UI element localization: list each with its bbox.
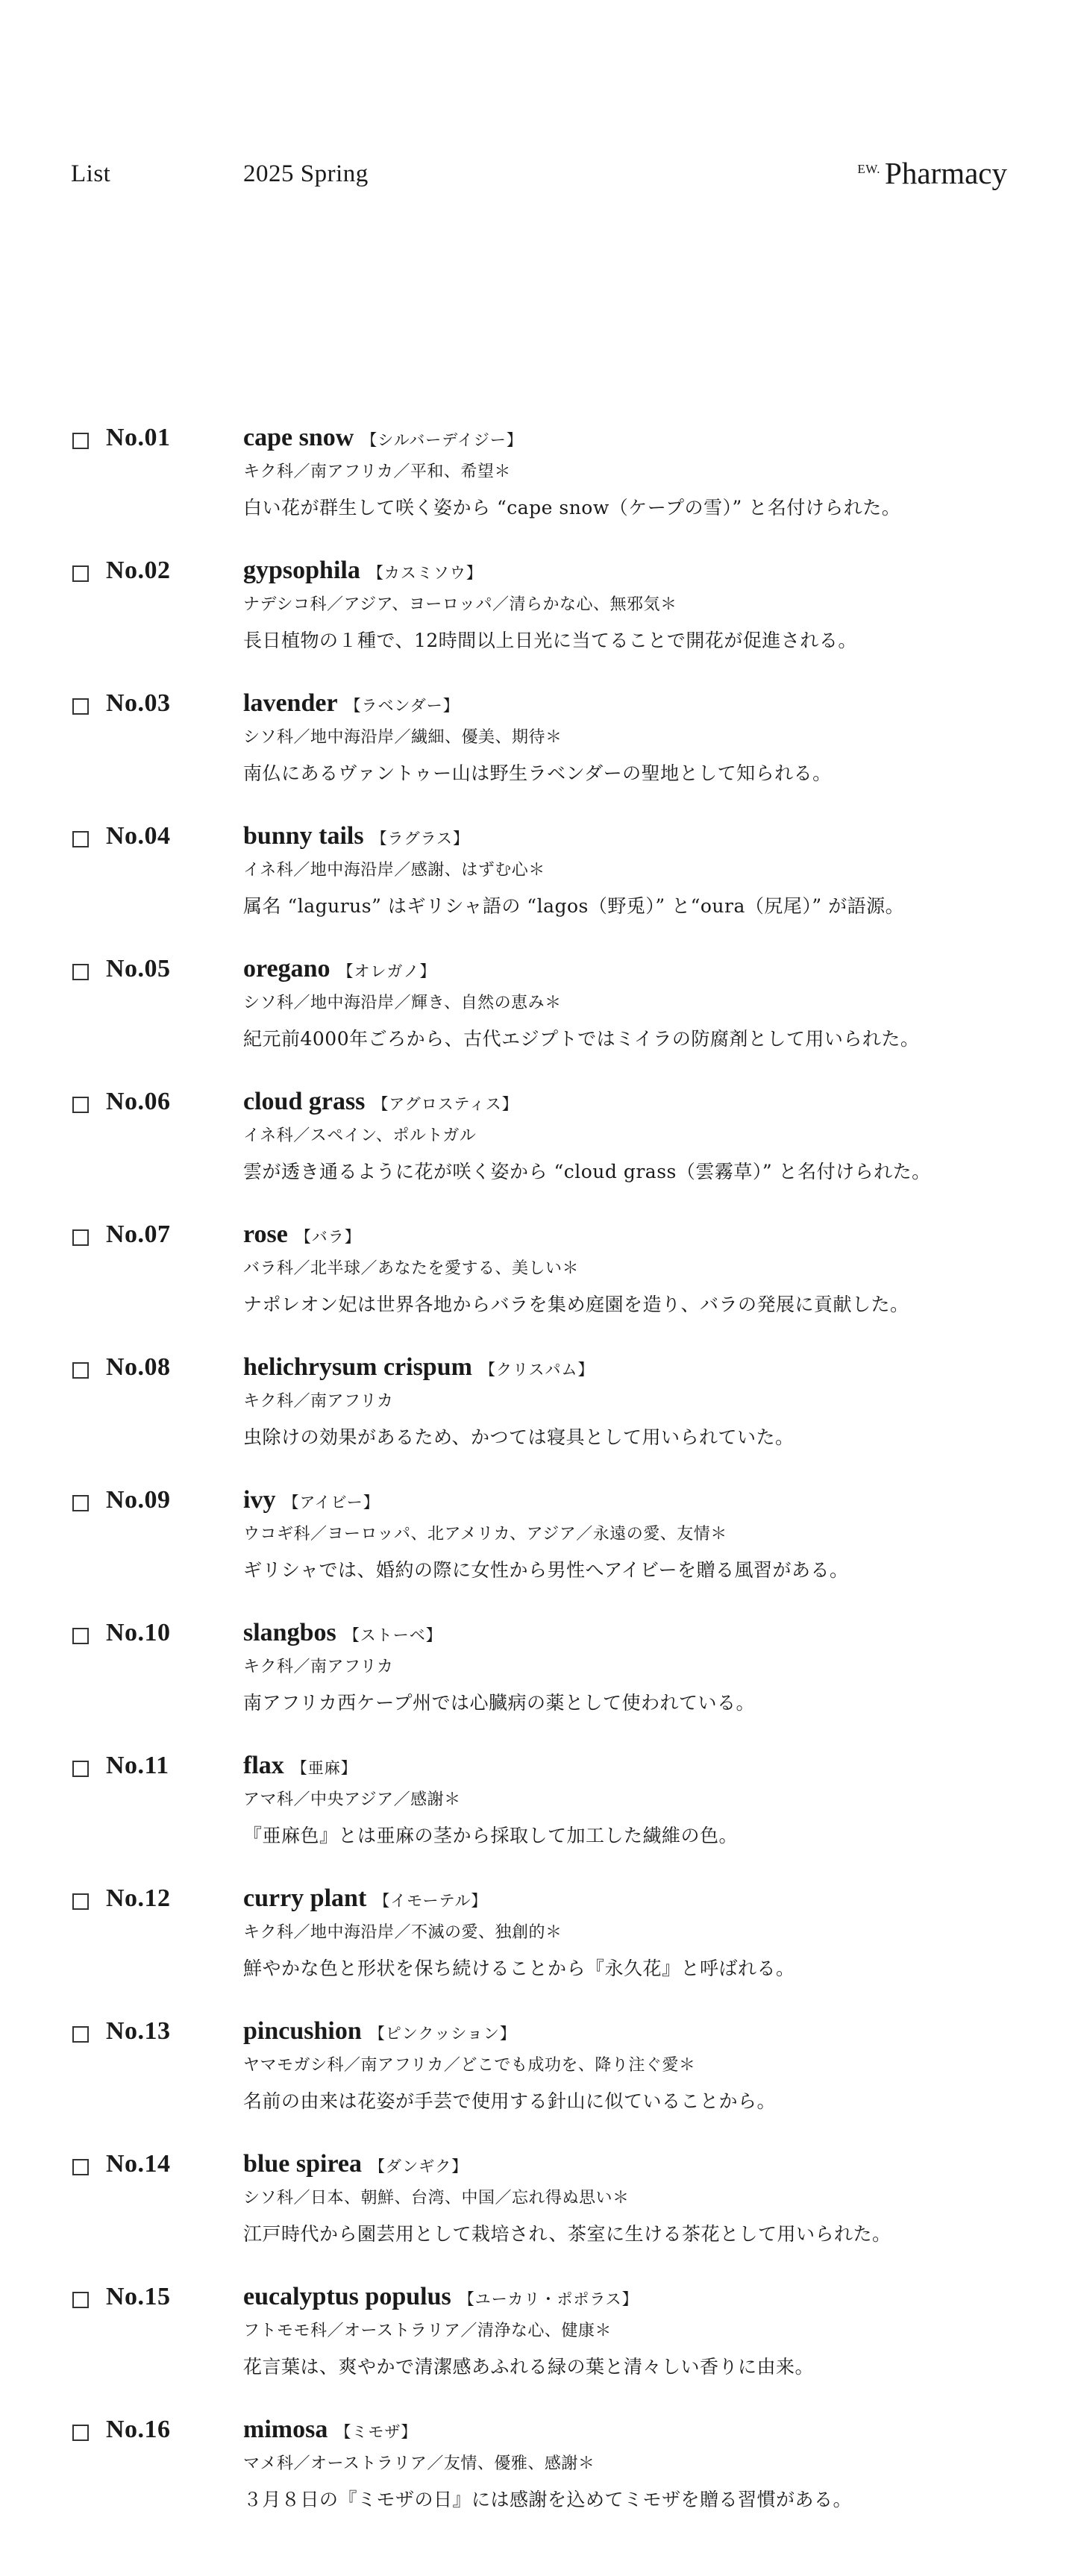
item-description: 虫除けの効果があるため、かつては寝具として用いられていた。 bbox=[243, 1426, 795, 1448]
item-content bbox=[243, 953, 1012, 1052]
item-japanese-name: 【ユーカリ・ポポラス】 bbox=[458, 2290, 639, 2308]
item-name: lavender bbox=[243, 689, 338, 717]
item-content bbox=[243, 1750, 1012, 1849]
checkbox[interactable] bbox=[72, 698, 89, 715]
item-name: cloud grass bbox=[243, 1088, 366, 1115]
list-item bbox=[0, 2281, 1078, 2414]
item-title-line bbox=[243, 2149, 1012, 2180]
checkbox[interactable] bbox=[72, 2159, 89, 2175]
list-item bbox=[0, 1485, 1078, 1617]
item-title-line bbox=[243, 821, 1012, 852]
item-content bbox=[243, 1485, 1012, 1583]
list-item bbox=[0, 1352, 1078, 1485]
item-description: 南仏にあるヴァントゥー山は野生ラベンダーの聖地として知られる。 bbox=[243, 762, 832, 784]
item-name: ivy bbox=[243, 1486, 276, 1514]
item-description: 白い花が群生して咲く姿から “cape snow（ケープの雪）” と名付けられた。 bbox=[243, 497, 901, 518]
item-content bbox=[243, 1219, 1012, 1317]
item-number: No.16 bbox=[106, 2416, 171, 2443]
item-title-line bbox=[243, 1617, 1012, 1649]
item-japanese-name: 【アグロスティス】 bbox=[372, 1095, 518, 1113]
item-content bbox=[243, 2016, 1012, 2114]
item-number: No.05 bbox=[106, 955, 171, 983]
item-name: rose bbox=[243, 1220, 288, 1248]
item-title-line bbox=[243, 555, 1012, 586]
plant-list bbox=[0, 422, 1078, 2547]
item-title-line bbox=[243, 1883, 1012, 1914]
item-content bbox=[243, 422, 1012, 521]
item-number: No.06 bbox=[106, 1088, 171, 1115]
item-number: No.03 bbox=[106, 689, 171, 717]
item-title-line bbox=[243, 422, 1012, 454]
item-number: No.10 bbox=[106, 1619, 171, 1646]
item-description: 属名 “lagurus” はギリシャ語の “lagos（野兎）” と“oura（尻尾）” が語源。 bbox=[243, 895, 905, 917]
item-number: No.09 bbox=[106, 1486, 171, 1514]
list-item bbox=[0, 1883, 1078, 2016]
list-item bbox=[0, 1617, 1078, 1750]
item-name: mimosa bbox=[243, 2416, 328, 2443]
item-meta: シソ科／日本、朝鮮、台湾、中国／忘れ得ぬ思い＊ bbox=[243, 2189, 630, 2207]
item-japanese-name: 【ストーベ】 bbox=[343, 1626, 442, 1644]
item-content bbox=[243, 2149, 1012, 2247]
brand-logo bbox=[857, 158, 1007, 189]
item-meta: イネ科／地中海沿岸／感謝、はずむ心＊ bbox=[243, 861, 545, 880]
checkbox[interactable] bbox=[72, 2425, 89, 2441]
item-name: eucalyptus populus bbox=[243, 2283, 451, 2310]
item-content bbox=[243, 1883, 1012, 1981]
checkbox[interactable] bbox=[72, 2292, 89, 2308]
list-item bbox=[0, 688, 1078, 821]
item-name: cape snow bbox=[243, 424, 354, 451]
item-meta: キク科／南アフリカ bbox=[243, 1392, 394, 1411]
item-description: ギリシャでは、婚約の際に女性から男性へアイビーを贈る風習がある。 bbox=[243, 1559, 849, 1581]
header bbox=[0, 0, 1078, 224]
brand-prefix: EW. bbox=[857, 162, 881, 176]
checkbox[interactable] bbox=[72, 1893, 89, 1910]
season-label: 2025 Spring bbox=[243, 160, 369, 187]
item-japanese-name: 【クリスパム】 bbox=[479, 1361, 595, 1379]
checkbox[interactable] bbox=[72, 565, 89, 582]
item-japanese-name: 【ダンギク】 bbox=[369, 2157, 469, 2175]
item-description: 花言葉は、爽やかで清潔感あふれる緑の葉と清々しい香りに由来。 bbox=[243, 2356, 815, 2378]
item-meta: ヤマモガシ科／南アフリカ／どこでも成功を、降り注ぐ愛＊ bbox=[243, 2056, 696, 2075]
item-title-line bbox=[243, 953, 1012, 985]
item-meta: シソ科／地中海沿岸／輝き、自然の恵み＊ bbox=[243, 994, 562, 1012]
item-description: 南アフリカ西ケープ州では心臓病の薬として使われている。 bbox=[243, 1692, 756, 1714]
list-item bbox=[0, 2149, 1078, 2281]
checkbox[interactable] bbox=[72, 1097, 89, 1113]
item-japanese-name: 【ラベンダー】 bbox=[345, 697, 460, 715]
item-japanese-name: 【カスミソウ】 bbox=[367, 564, 483, 582]
list-item bbox=[0, 953, 1078, 1086]
list-item bbox=[0, 2414, 1078, 2547]
item-title-line bbox=[243, 2414, 1012, 2445]
list-label: List bbox=[71, 160, 111, 187]
brand-name: Pharmacy bbox=[885, 156, 1007, 190]
item-content bbox=[243, 1617, 1012, 1716]
item-description: ナポレオン妃は世界各地からバラを集め庭園を造り、バラの発展に貢献した。 bbox=[243, 1294, 909, 1315]
item-content bbox=[243, 1086, 1012, 1185]
item-title-line bbox=[243, 1485, 1012, 1516]
checkbox[interactable] bbox=[72, 1362, 89, 1379]
item-title-line bbox=[243, 1352, 1012, 1383]
item-title-line bbox=[243, 2016, 1012, 2047]
item-name: pincushion bbox=[243, 2017, 362, 2045]
list-item bbox=[0, 821, 1078, 953]
item-meta: フトモモ科／オーストラリア／清浄な心、健康＊ bbox=[243, 2322, 612, 2340]
item-title-line bbox=[243, 688, 1012, 719]
item-meta: ウコギ科／ヨーロッパ、北アメリカ、アジア／永遠の愛、友情＊ bbox=[243, 1525, 727, 1544]
item-name: helichrysum crispum bbox=[243, 1353, 472, 1381]
item-name: blue spirea bbox=[243, 2150, 363, 2178]
item-meta: シソ科／地中海沿岸／繊細、優美、期待＊ bbox=[243, 728, 562, 747]
item-meta: アマ科／中央アジア／感謝＊ bbox=[243, 1790, 461, 1809]
item-name: curry plant bbox=[243, 1884, 367, 1912]
item-description: ３月８日の『ミモザの日』には感謝を込めてミモザを贈る習慣がある。 bbox=[243, 2489, 853, 2510]
item-meta: キク科／南アフリカ bbox=[243, 1658, 394, 1676]
item-title-line bbox=[243, 2281, 1012, 2313]
item-meta: キク科／地中海沿岸／不滅の愛、独創的＊ bbox=[243, 1923, 562, 1942]
list-item bbox=[0, 555, 1078, 688]
item-description: 紀元前4000年ごろから、古代エジプトではミイラの防腐剤として用いられた。 bbox=[243, 1028, 920, 1050]
item-number: No.15 bbox=[106, 2283, 171, 2310]
item-content bbox=[243, 688, 1012, 786]
list-item bbox=[0, 1750, 1078, 1883]
item-description: 雲が透き通るように花が咲く姿から “cloud grass（雲霧草）” と名付けられた。 bbox=[243, 1161, 931, 1182]
item-number: No.13 bbox=[106, 2017, 171, 2045]
item-number: No.08 bbox=[106, 1353, 171, 1381]
item-meta: マメ科／オーストラリア／友情、優雅、感謝＊ bbox=[243, 2454, 595, 2473]
item-meta: イネ科／スペイン、ポルトガル bbox=[243, 1126, 477, 1145]
item-title-line bbox=[243, 1219, 1012, 1250]
item-description: 長日植物の１種で、12時間以上日光に当てることで開花が促進される。 bbox=[243, 630, 857, 651]
item-number: No.11 bbox=[106, 1752, 169, 1779]
item-japanese-name: 【ミモザ】 bbox=[335, 2423, 418, 2441]
checkbox[interactable] bbox=[72, 964, 89, 980]
item-number: No.14 bbox=[106, 2150, 171, 2178]
checkbox[interactable] bbox=[72, 433, 89, 449]
checkbox[interactable] bbox=[72, 1229, 89, 1246]
checkbox[interactable] bbox=[72, 1628, 89, 1644]
checkbox[interactable] bbox=[72, 831, 89, 847]
checkbox[interactable] bbox=[72, 2026, 89, 2043]
item-meta: キク科／南アフリカ／平和、希望＊ bbox=[243, 463, 511, 481]
list-item bbox=[0, 1086, 1078, 1219]
list-item bbox=[0, 1219, 1078, 1352]
item-number: No.01 bbox=[106, 424, 171, 451]
item-name: gypsophila bbox=[243, 557, 360, 584]
item-description: 鮮やかな色と形状を保ち続けることから『永久花』と呼ばれる。 bbox=[243, 1958, 795, 1979]
item-title-line bbox=[243, 1750, 1012, 1781]
item-title-line bbox=[243, 1086, 1012, 1118]
item-meta: バラ科／北半球／あなたを愛する、美しい＊ bbox=[243, 1259, 580, 1278]
item-number: No.07 bbox=[106, 1220, 171, 1248]
item-name: flax bbox=[243, 1752, 284, 1779]
item-content bbox=[243, 2281, 1012, 2380]
list-item bbox=[0, 422, 1078, 555]
item-japanese-name: 【アイビー】 bbox=[283, 1494, 380, 1511]
item-japanese-name: 【オレガノ】 bbox=[337, 962, 436, 980]
item-number: No.12 bbox=[106, 1884, 171, 1912]
item-content bbox=[243, 2414, 1012, 2513]
checkbox[interactable] bbox=[72, 1495, 89, 1511]
item-number: No.02 bbox=[106, 557, 171, 584]
item-description: 『亜麻色』とは亜麻の茎から採取して加工した繊維の色。 bbox=[243, 1825, 739, 1846]
item-description: 名前の由来は花姿が手芸で使用する針山に似ていることから。 bbox=[243, 2090, 777, 2112]
item-japanese-name: 【ラグラス】 bbox=[371, 830, 469, 847]
item-name: bunny tails bbox=[243, 822, 364, 850]
item-name: slangbos bbox=[243, 1619, 336, 1646]
item-japanese-name: 【バラ】 bbox=[295, 1228, 361, 1246]
item-number: No.04 bbox=[106, 822, 171, 850]
item-japanese-name: 【ピンクッション】 bbox=[369, 2025, 516, 2043]
item-name: oregano bbox=[243, 955, 330, 983]
item-meta: ナデシコ科／アジア、ヨーロッパ／清らかな心、無邪気＊ bbox=[243, 595, 677, 614]
checkbox[interactable] bbox=[72, 1761, 89, 1777]
item-content bbox=[243, 1352, 1012, 1450]
item-japanese-name: 【イモーテル】 bbox=[374, 1892, 488, 1910]
list-item bbox=[0, 2016, 1078, 2149]
item-japanese-name: 【亜麻】 bbox=[291, 1759, 357, 1777]
item-content bbox=[243, 821, 1012, 919]
item-content bbox=[243, 555, 1012, 654]
item-description: 江戸時代から園芸用として栽培され、茶室に生ける茶花として用いられた。 bbox=[243, 2223, 891, 2245]
item-japanese-name: 【シルバーデイジー】 bbox=[361, 431, 523, 449]
